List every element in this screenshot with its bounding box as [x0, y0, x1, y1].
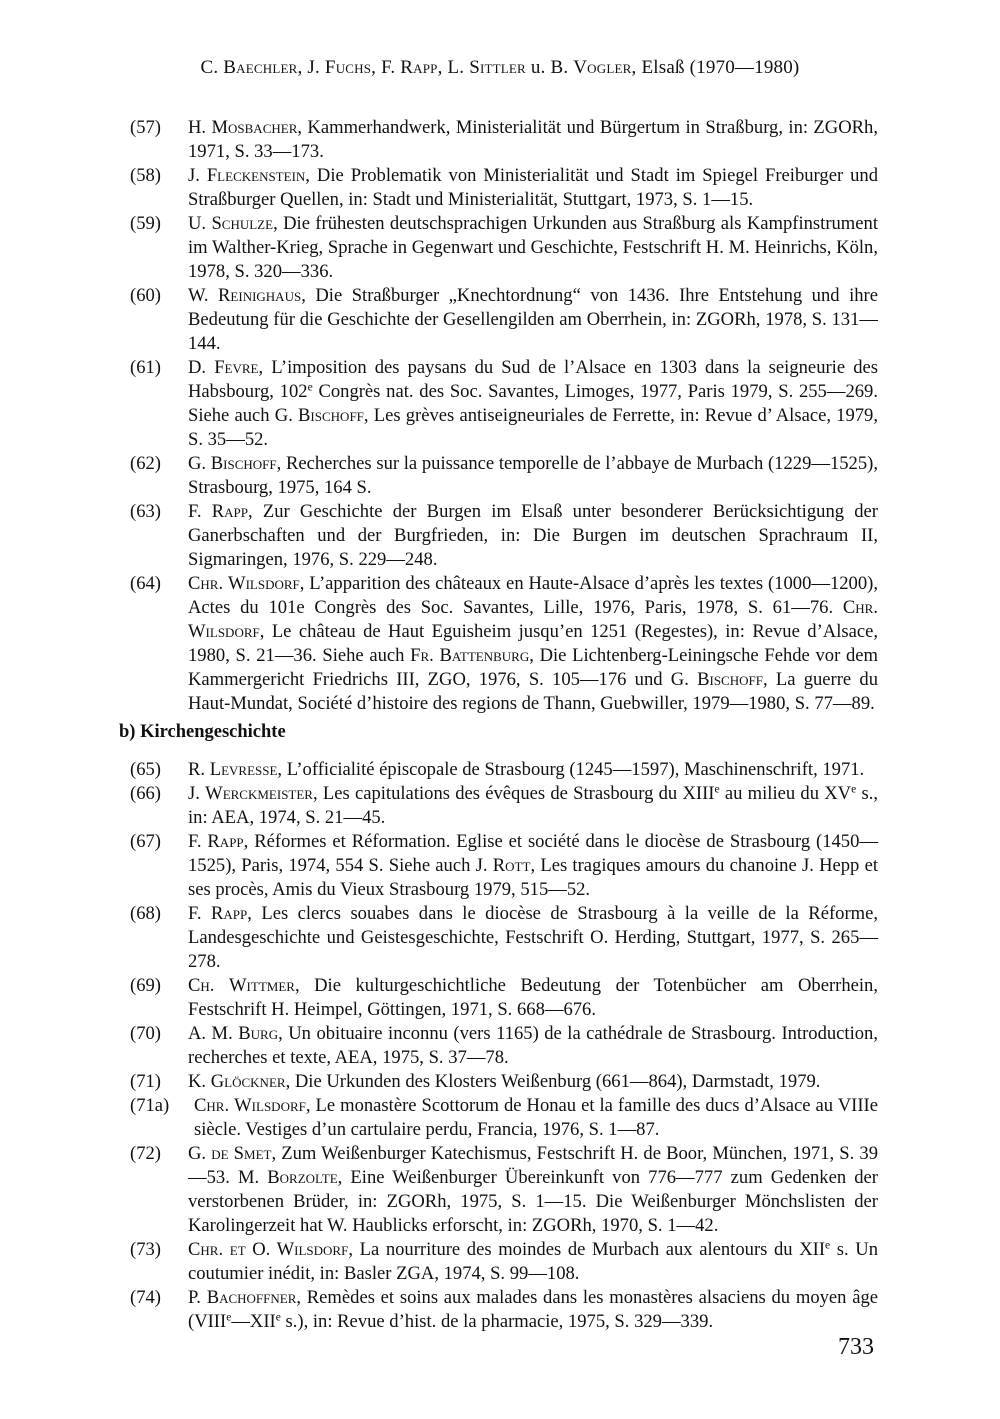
- entry-author-initial: F.: [188, 903, 202, 924]
- entry-text: , Les capitulations des évêques de Strasbourg du XIII: [312, 783, 715, 804]
- bibliography-entry: [130, 1022, 878, 1070]
- entry-author-initial: A. M.: [188, 1023, 233, 1044]
- entry-text: , Remèdes et soins aux malades dans les monastères alsaciens du moyen âge (VIII: [188, 1287, 878, 1332]
- entry-author-name: Bischoff: [697, 669, 763, 690]
- entry-text: , Un obituaire inconnu (vers 1165) de la cathédrale de Strasbourg. Introduction, recherches et texte, AEA, 1975, S. 37—78.: [188, 1023, 879, 1068]
- entry-text: , Kammerhandwerk, Ministerialität und Bürgertum in Straßburg, in: ZGORh, 1971, S. 33—173.: [188, 117, 878, 162]
- bibliography-entry: [130, 830, 878, 902]
- entry-text: , Les tragiques amours du chanoine J. Hepp et ses procès, Amis du Vieux Strasbourg 1979, 515—52.: [188, 855, 879, 900]
- entry-number: (59): [130, 213, 161, 234]
- entry-author-name: Bischoff: [210, 453, 277, 474]
- entry-number: (68): [130, 903, 161, 924]
- section-heading: b) Kirchengeschichte: [119, 722, 286, 742]
- entry-number: (72): [130, 1143, 161, 1164]
- entry-text: , Die Problematik von Ministerialität und Stadt im Spiegel Freiburger und Straßburger Quellen, in: Stadt und Ministerialität, Stuttgart, 1973, S. 1—15.: [188, 165, 878, 210]
- entry-text: , L’officialité épiscopale de Strasbourg (1245—1597), Maschinenschrift, 1971.: [277, 759, 865, 780]
- entry-text: , Zum Weißenburger Katechismus, Festschrift H. de Boor, München, 1971, S. 39—53. M.: [188, 1143, 878, 1188]
- superscript: e: [851, 783, 857, 796]
- entry-author-name: et O. Wilsdorf: [229, 1239, 349, 1260]
- entry-author-name: Fevre: [214, 357, 259, 378]
- entry-author-name: Wittmer: [229, 975, 295, 996]
- entry-author-initial: Chr.: [194, 1095, 230, 1116]
- entry-author-initial: Chr.: [188, 1239, 224, 1260]
- entry-author-initial: P.: [188, 1287, 201, 1308]
- page-number: 733: [838, 1334, 874, 1360]
- entry-author-name: de Smet: [211, 1143, 272, 1164]
- entry-author-name: Werckmeister: [205, 783, 313, 804]
- entry-author-name: Rapp: [210, 903, 248, 924]
- entry-text: , Les clercs souabes dans le diocèse de Strasbourg à la veille de la Réforme, Landesgeschichte und Geistesgeschichte, Festschrift O. Herding, Stuttgart, 1977, S. 265—278.: [188, 903, 879, 972]
- author-name: Fuchs: [324, 57, 372, 78]
- author-name: Sittler: [469, 57, 526, 78]
- entry-text: , Die Urkunden des Klosters Weißenburg (661—864), Darmstadt, 1979.: [285, 1071, 821, 1092]
- entry-author-name: Reinighaus: [218, 285, 302, 306]
- entry-author-initial: G.: [188, 453, 207, 474]
- entry-number: (73): [130, 1239, 161, 1260]
- entry-text: , Die kulturgeschichtliche Bedeutung der Totenbücher am Oberrhein, Festschrift H. Heimpel, Göttingen, 1971, S. 668—676.: [188, 975, 878, 1020]
- entry-author-name: Schulze: [211, 213, 274, 234]
- entry-text: s., in: AEA, 1974, S. 21—45.: [188, 783, 878, 828]
- entry-number: (64): [130, 573, 161, 594]
- bibliography-entry: [130, 1142, 878, 1238]
- entry-author-initial: R.: [188, 759, 206, 780]
- entry-number: (58): [130, 165, 161, 186]
- entry-number: (71): [130, 1071, 161, 1092]
- entry-number: (67): [130, 831, 161, 852]
- entry-author-name: Wilsdorf: [234, 1095, 306, 1116]
- entry-author-initial: W.: [188, 285, 209, 306]
- bibliography-entry: [130, 284, 878, 356]
- entry-author-initial: J.: [188, 165, 200, 186]
- bibliography-entry: [130, 452, 878, 500]
- entry-author-initial: K.: [188, 1071, 207, 1092]
- entry-text: , La nourriture des moindes de Murbach aux alentours du XII: [348, 1239, 826, 1260]
- entry-author-name: Rapp: [211, 501, 248, 522]
- entry-text: , Réformes et Réformation. Eglise et société dans le diocèse de Strasbourg (1450—1525), Paris, 1974, 554 S. Siehe auch J.: [188, 831, 878, 876]
- entry-author-initial: G.: [188, 1143, 207, 1164]
- entry-author-initial: J.: [188, 783, 200, 804]
- author-initial: L.: [447, 57, 465, 78]
- entry-text: , Die frühesten deutschsprachigen Urkunden aus Straßburg als Kampfinstrument im Walther-Krieg, Sprache in Gegenwart und Geschichte, Festschrift H. M. Heinrichs, Köln, 1978, S. 320—336.: [188, 213, 878, 282]
- bibliography-entry: [130, 1286, 878, 1334]
- entry-author-name: Bachoffner: [206, 1287, 297, 1308]
- entry-author-name: Levresse: [209, 759, 278, 780]
- bibliography-entry: [130, 356, 878, 452]
- entry-text: , Le monastère Scottorum de Honau et la famille des ducs d’Alsace au VIIIe siècle. Vestiges d’un cartulaire perdu, Francia, 1976, S. 1—87.: [194, 1095, 878, 1140]
- entry-number: (63): [130, 501, 161, 522]
- entry-text: , Die Straßburger „Knechtordnung“ von 1436. Ihre Entstehung und ihre Bedeutung für die Geschichte der Gesellengilden am Oberrhein, in: ZGORh, 1978, S. 131—144.: [188, 285, 878, 354]
- entry-author-initial: H.: [188, 117, 207, 138]
- entry-author-name: Rott: [492, 855, 531, 876]
- entry-text: Congrès nat. des Soc. Savantes, Limoges, 1977, Paris 1979, S. 255—269. Siehe auch G.: [188, 381, 878, 426]
- entry-text: , L’imposition des paysans du Sud de l’Alsace en 1303 dans la seigneurie des Habsbourg, 102: [188, 357, 878, 402]
- entry-author-name: Burg: [238, 1023, 279, 1044]
- entry-text: , Recherches sur la puissance temporelle de l’abbaye de Murbach (1229—1525), Strasbourg, 1975, 164 S.: [188, 453, 878, 498]
- entry-number: (62): [130, 453, 161, 474]
- entry-author-initial: Chr.: [188, 573, 224, 594]
- bibliography-entry: [130, 500, 878, 572]
- entry-author-name: Rapp: [207, 831, 244, 852]
- entry-number: (69): [130, 975, 161, 996]
- bibliography-entry: [130, 212, 878, 284]
- entry-number: (71a): [130, 1095, 170, 1116]
- author-initial: F.: [381, 57, 396, 78]
- entry-number: (65): [130, 759, 161, 780]
- bibliography-entry: [130, 974, 878, 1022]
- entry-author-name: Mosbacher: [211, 117, 298, 138]
- entry-author-name: Bischoff: [298, 405, 364, 426]
- header-title: Elsaß (1970—1980): [641, 57, 800, 78]
- bibliography-list-b: [130, 758, 878, 1334]
- entry-number: (70): [130, 1023, 161, 1044]
- entry-text: , Die Lichtenberg-Leiningsche Fehde vor dem Kammergericht Friedrichs III, ZGO, 1976, S. 105—176 und G.: [188, 645, 879, 690]
- entry-number: (66): [130, 783, 161, 804]
- entry-text: , Zur Geschichte der Burgen im Elsaß unter besonderer Berücksichtigung der Ganerbschaften und der Burgfrieden, in: Die Burgen im deutschen Sprachraum II, Sigmaringen, 1976, S. 229—248.: [188, 501, 878, 570]
- entry-text: , Eine Weißenburger Übereinkunft von 776—777 zum Gedenken der verstorbenen Brüder, in: ZGORh, 1975, S. 1—15. Die Weißenburger Mönchslisten der Karolingerzeit hat W. Haublicks erforscht, in: ZGORh, 1970, S. 1—42.: [188, 1167, 878, 1236]
- entry-author-name: Glöckner: [210, 1071, 286, 1092]
- entry-text: s. Un coutumier inédit, in: Basler ZGA, 1974, S. 99—108.: [188, 1239, 878, 1284]
- author-name: Baechler: [223, 57, 298, 78]
- entry-author-initial: F.: [188, 501, 202, 522]
- entry-author-name: Fr. Battenburg: [410, 645, 530, 666]
- entry-number: (60): [130, 285, 161, 306]
- entry-text: , La guerre du Haut-Mundat, Société d’histoire des regions de Thann, Guebwiller, 1979—1980, S. 77—89.: [188, 669, 879, 714]
- entry-text: , Le château de Haut Eguisheim jusqu’en 1251 (Regestes), in: Revue d’Alsace, 1980, S. 21—36. Siehe auch: [188, 621, 878, 666]
- entry-text: , Les grèves antiseigneuriales de Ferrette, in: Revue d’ Alsace, 1979, S. 35—52.: [188, 405, 878, 450]
- superscript: e: [307, 381, 313, 394]
- entry-text: au milieu du XV: [719, 783, 852, 804]
- bibliography-entry: [130, 116, 878, 164]
- bibliography-entry: [130, 164, 878, 212]
- entry-author-initial: D.: [188, 357, 207, 378]
- entry-author-name: Wilsdorf: [228, 573, 300, 594]
- entry-number: (57): [130, 117, 161, 138]
- bibliography-entry: [130, 902, 878, 974]
- bibliography-entry: [130, 572, 878, 716]
- entry-number: (74): [130, 1287, 161, 1308]
- superscript: e: [714, 783, 720, 796]
- author-name: Vogler: [573, 57, 632, 78]
- entry-author-name: Fleckenstein: [206, 165, 306, 186]
- author-conjunction: u.: [530, 57, 546, 78]
- bibliography-list-a: [130, 116, 878, 716]
- entry-author-name: Borzolte: [267, 1167, 338, 1188]
- entry-author-initial: F.: [188, 831, 202, 852]
- bibliography-entry: [130, 782, 878, 830]
- author-initial: J.: [307, 57, 320, 78]
- entry-number: (61): [130, 357, 161, 378]
- entry-text: —XII: [231, 1311, 276, 1332]
- superscript: e: [226, 1311, 232, 1324]
- running-header: C. Baechler, J. Fuchs, F. Rapp, L. Sittler u. B. Vogler, Elsaß (1970—1980): [200, 57, 800, 78]
- author-initial: C.: [200, 57, 219, 78]
- author-initial: B.: [550, 57, 569, 78]
- entry-text: s.), in: Revue d’hist. de la pharmacie, 1975, S. 329—339.: [280, 1311, 714, 1332]
- entry-author-initial: Ch.: [188, 975, 215, 996]
- entry-text: , L’apparition des châteaux en Haute-Alsace d’après les textes (1000—1200), Actes du 101e Congrès des Soc. Savantes, Lille, 1976, Paris, 1978, S. 61—76.: [188, 573, 878, 618]
- author-name: Rapp: [400, 57, 438, 78]
- entry-author-name: Chr. Wilsdorf: [188, 597, 878, 642]
- bibliography-entry: [130, 758, 878, 782]
- bibliography-entry: [130, 1070, 878, 1094]
- entry-author-initial: U.: [188, 213, 207, 234]
- superscript: e: [275, 1311, 281, 1324]
- superscript: e: [825, 1239, 831, 1252]
- bibliography-entry: [130, 1094, 878, 1142]
- bibliography-entry: [130, 1238, 878, 1286]
